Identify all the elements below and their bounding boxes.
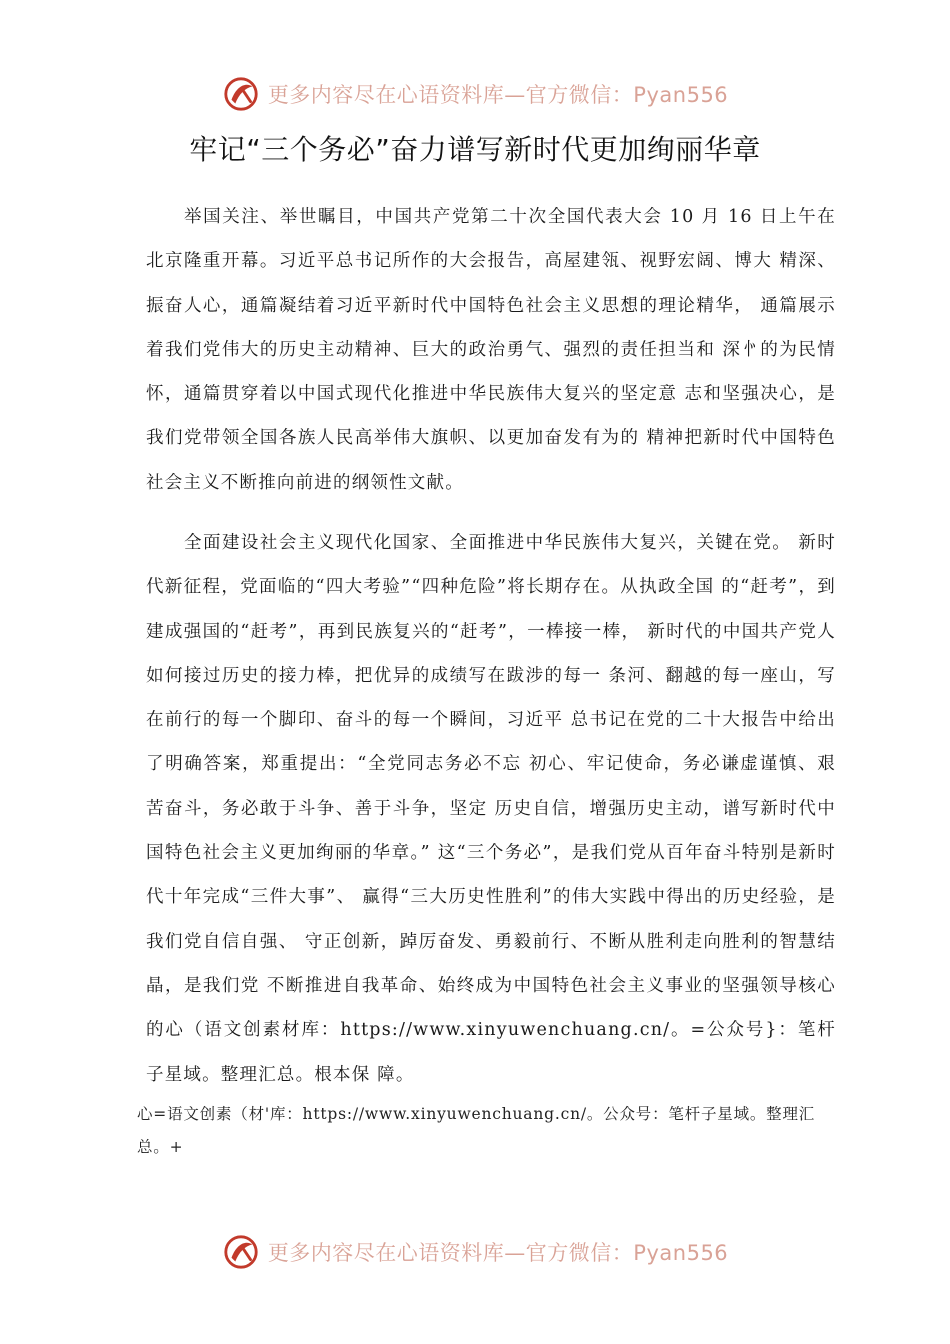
red-seal-logo-icon [222, 1233, 260, 1271]
footnote: 心=语文创素（材'库：https://www.xinyuwenchuang.cn/。公众号：笔杆子星域。整理汇总。+ [137, 1105, 816, 1156]
document-title: 牢记“三个务必”奋力谱写新时代更加绚丽华章 [189, 133, 761, 166]
paragraph-1: 举国关注、举世瞩目，中国共产党第二十次全国代表大会 10 月 16 日上午在北京隆重开幕。习近平总书记所作的大会报告，高屋建瓴、视野宏阔、博大 精深、振奋人心，通篇凝结着习近平新时代中国特色社会主义思想的理论精华， 通篇展示着我们党伟大的历史主动精神、巨大的政治勇气、强烈的责任担当和 深㣺的为民情怀，通篇贯穿着以中国式现代化推进中华民族伟大复兴的坚定意 志和坚强决心，是我们党带领全国各族人民高举伟大旗帜、以更加奋发有为的 精神把新时代中国特色社会主义不断推向前进的纲领性文献。 [146, 207, 836, 493]
red-seal-logo-icon [222, 75, 260, 113]
watermark-text: 更多内容尽在心语资料库—官方微信：Pyan556 [267, 83, 729, 107]
watermark-banner-bottom [0, 1230, 950, 1274]
watermark-banner-top [0, 72, 950, 116]
paragraph-2: 全面建设社会主义现代化国家、全面推进中华民族伟大复兴，关键在党。 新时代新征程，党面临的“四大考验”“四种危险”将长期存在。从执政全国 的“赶考”，到建成强国的“赶考”，再到民族复兴的“赶考”，一棒接一棒， 新时代的中国共产党人如何接过历史的接力棒，把优异的成绩写在跋涉的每一 条河、翻越的每一座山，写在前行的每一个脚印、奋斗的每一个瞬间，习近平 总书记在党的二十大报告中给出了明确答案，郑重提出：“全党同志务必不忘 初心、牢记使命，务必谦虚谨慎、艰苦奋斗，务必敢于斗争、善于斗争，坚定 历史自信，增强历史主动，谱写新时代中国特色社会主义更加绚丽的华章。” 这“三个务必”，是我们党从百年奋斗特别是新时代十年完成“三件大事”、 赢得“三大历史性胜利”的伟大实践中得出的历史经验，是我们党自信自强、 守正创新，踔厉奋发、勇毅前行、不断从胜利走向胜利的智慧结晶，是我们党 不断推进自我革命、始终成为中国特色社会主义事业的坚强领导核心的心（语文创素材库：https://www.xinyuwenchuang.cn/。=公众号}：笔杆子星域。整理汇总。根本保 障。 [146, 533, 836, 1085]
watermark-text: 更多内容尽在心语资料库—官方微信：Pyan556 [267, 1241, 729, 1265]
